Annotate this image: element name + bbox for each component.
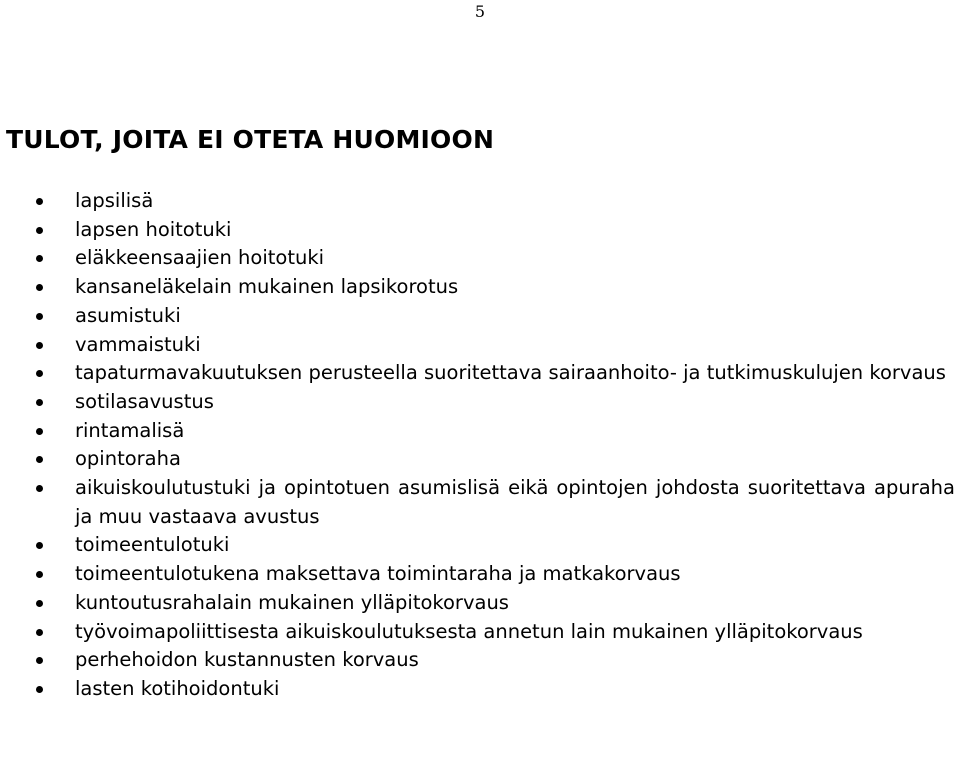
excluded-income-list — [0, 187, 960, 704]
bullet-icon — [36, 686, 43, 693]
list-item-text: kuntoutusrahalain mukainen ylläpitokorvaus — [75, 590, 509, 614]
bullet-icon — [36, 284, 43, 291]
bullet-icon — [36, 657, 43, 664]
list-item — [0, 216, 955, 245]
bullet-icon — [36, 342, 43, 349]
list-item — [0, 388, 955, 417]
list-item — [0, 531, 955, 560]
list-item-text: perhehoidon kustannusten korvaus — [75, 648, 419, 672]
list-item — [0, 445, 955, 474]
list-item-text: opintoraha — [75, 447, 181, 471]
bullet-icon — [36, 255, 43, 262]
page-number: 5 — [474, 2, 486, 21]
bullet-icon — [36, 571, 43, 578]
list-item — [0, 646, 955, 675]
list-item — [0, 589, 955, 618]
list-item-text: lapsen hoitotuki — [75, 217, 232, 241]
list-item-text: lasten kotihoidontuki — [75, 676, 280, 700]
list-item — [0, 618, 955, 647]
bullet-icon — [36, 600, 43, 607]
list-item — [0, 560, 955, 589]
list-item — [0, 359, 955, 388]
list-item-text: aikuiskoulutustuki ja opintotuen asumislisä eikä opintojen johdosta suoritettava apuraha ja muu vastaava avustus — [75, 476, 955, 528]
bullet-icon — [36, 399, 43, 406]
list-item-text: sotilasavustus — [75, 389, 214, 413]
list-item — [0, 273, 955, 302]
list-item — [0, 474, 955, 531]
list-item-text: työvoimapoliittisesta aikuiskoulutuksesta annetun lain mukainen ylläpitokorvaus — [75, 619, 863, 643]
list-item-text: vammaistuki — [75, 332, 201, 356]
list-item — [0, 331, 955, 360]
list-item-text: eläkkeensaajien hoitotuki — [75, 246, 325, 270]
list-item — [0, 244, 955, 273]
bullet-icon — [36, 485, 43, 492]
list-item — [0, 675, 955, 704]
list-item-text: lapsilisä — [75, 189, 154, 212]
list-item — [0, 417, 955, 446]
bullet-icon — [36, 227, 43, 234]
list-item-text: rintamalisä — [75, 418, 185, 442]
bullet-icon — [36, 198, 43, 205]
bullet-icon — [36, 313, 43, 320]
list-item — [0, 302, 955, 331]
list-item-text: asumistuki — [75, 303, 181, 327]
list-item — [0, 187, 955, 216]
bullet-icon — [36, 370, 43, 377]
bullet-icon — [36, 456, 43, 463]
bullet-icon — [36, 542, 43, 549]
bullet-icon — [36, 629, 43, 636]
list-item-text: toimeentulotukena maksettava toimintaraha ja matkakorvaus — [75, 562, 681, 586]
page-title: TULOT, JOITA EI OTETA HUOMIOON — [6, 125, 495, 154]
list-item-text: toimeentulotuki — [75, 533, 230, 557]
bullet-icon — [36, 428, 43, 435]
list-item-text: tapaturmavakuutuksen perusteella suoritettava sairaanhoito- ja tutkimuskulujen korvaus — [75, 361, 946, 385]
list-item-text: kansaneläkelain mukainen lapsikorotus — [75, 275, 459, 299]
